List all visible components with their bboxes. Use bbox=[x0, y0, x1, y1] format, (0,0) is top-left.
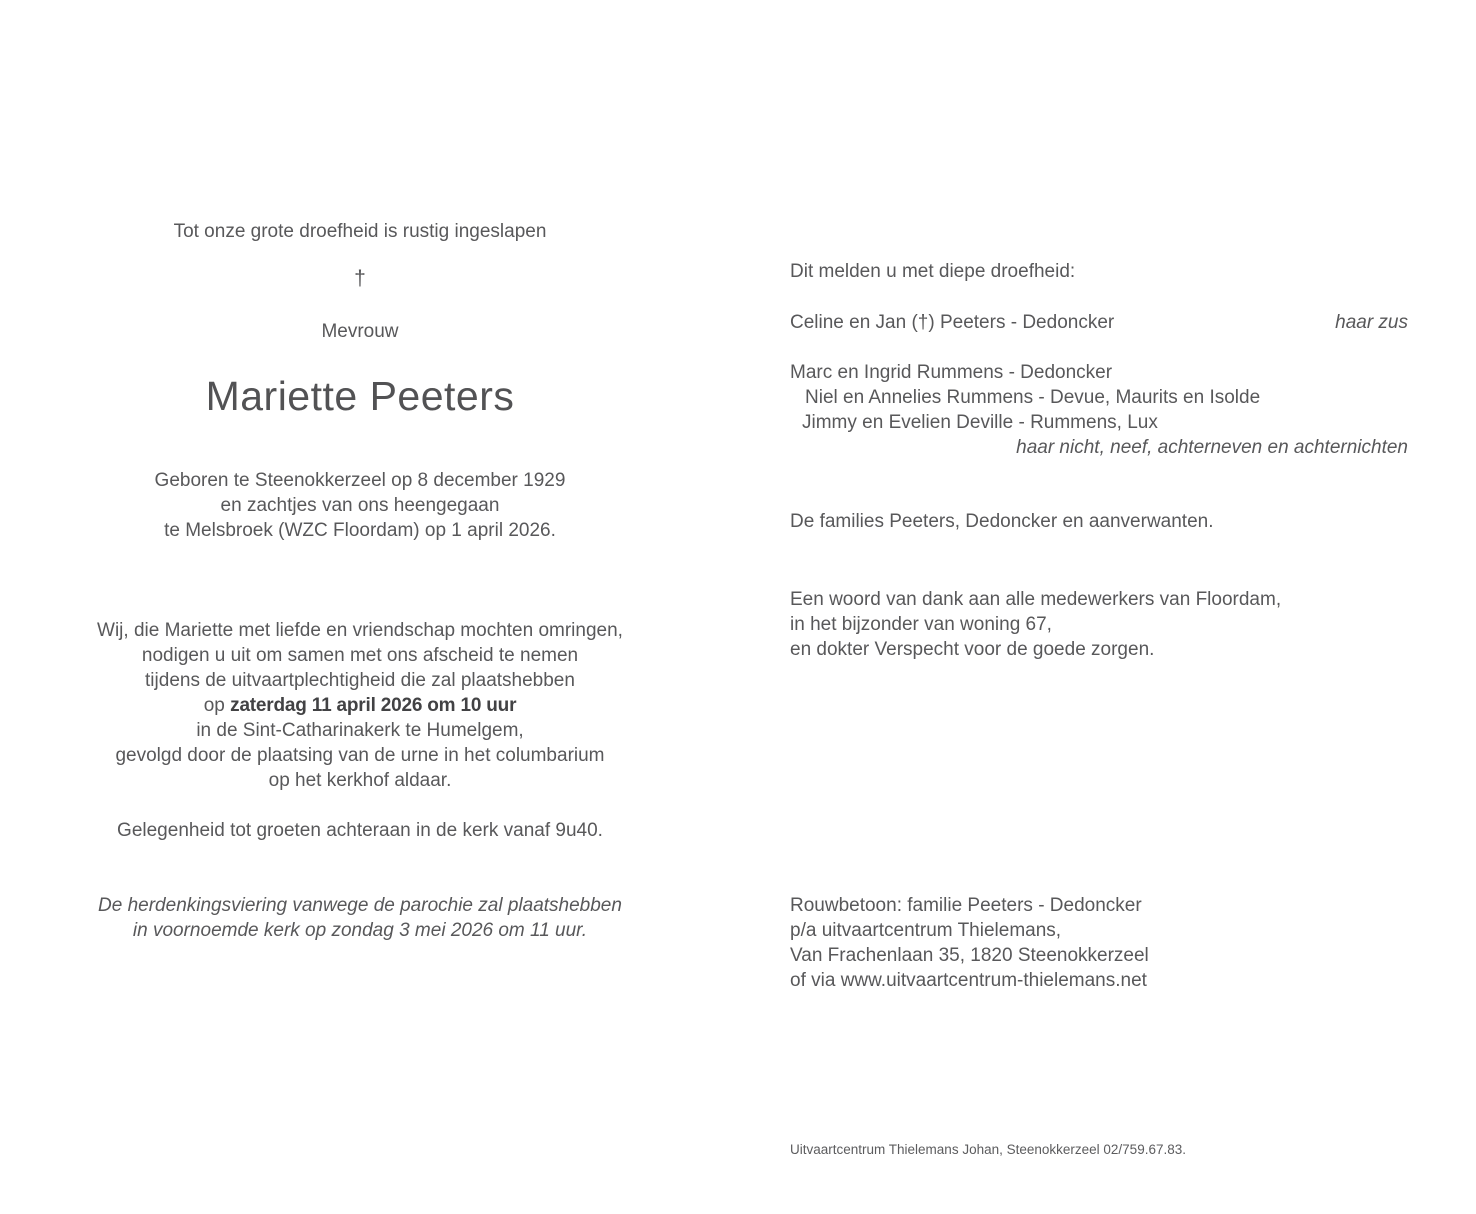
invitation-line: in de Sint-Catharinakerk te Humelgem, bbox=[196, 720, 524, 741]
death-place-line: te Melsbroek (WZC Floordam) op 1 april 2026. bbox=[164, 520, 556, 541]
funeral-home-footer: Uitvaartcentrum Thielemans Johan, Steenokkerzeel 02/759.67.83. bbox=[790, 1142, 1186, 1157]
invitation-line: gevolgd door de plaatsing van de urne in het columbarium bbox=[115, 745, 605, 766]
relatives-group-niece bbox=[790, 360, 1408, 460]
birth-line: Geboren te Steenokkerzeel op 8 december 1929 bbox=[154, 470, 566, 491]
families-line: De families Peeters, Dedoncker en aanverwanten. bbox=[790, 511, 1214, 532]
intro-line: Tot onze grote droefheid is rustig ingeslapen bbox=[173, 221, 547, 242]
invitation-line: op het kerkhof aldaar. bbox=[268, 770, 452, 791]
relative-names: Marc en Ingrid Rummens - Dedoncker bbox=[790, 362, 1113, 383]
date-prefix: op bbox=[203, 695, 231, 716]
cross-symbol: † bbox=[354, 267, 366, 290]
funeral-date-line bbox=[40, 693, 680, 718]
thanks-line: Een woord van dank aan alle medewerkers van Floordam, bbox=[790, 589, 1282, 610]
relative-names: Jimmy en Evelien Deville - Rummens, Lux bbox=[802, 412, 1158, 433]
memorial-service-line: De herdenkingsviering vanwege de parochie zal plaatshebben bbox=[98, 895, 622, 916]
thanks-line: en dokter Verspecht voor de goede zorgen. bbox=[790, 639, 1155, 660]
relatives-group-sister bbox=[790, 310, 1408, 335]
relation-label: haar zus bbox=[1335, 312, 1408, 333]
thanks-note bbox=[790, 587, 1408, 662]
condolences-line: Van Frachenlaan 35, 1820 Steenokkerzeel bbox=[790, 945, 1149, 966]
thanks-line: in het bijzonder van woning 67, bbox=[790, 614, 1052, 635]
condolences-line: Rouwbetoon: familie Peeters - Dedoncker bbox=[790, 895, 1142, 916]
relation-label: haar nicht, neef, achterneven en achternichten bbox=[1016, 437, 1408, 458]
invitation-line: tijdens de uitvaartplechtigheid die zal plaatshebben bbox=[145, 670, 575, 691]
passing-line: en zachtjes van ons heengegaan bbox=[220, 495, 500, 516]
relative-names: Niel en Annelies Rummens - Devue, Maurits en Isolde bbox=[805, 387, 1261, 408]
memorial-service-note bbox=[40, 893, 680, 943]
announcement-line: Dit melden u met diepe droefheid: bbox=[790, 261, 1076, 282]
memorial-service-line: in voornoemde kerk op zondag 3 mei 2026 om 11 uur. bbox=[132, 920, 588, 941]
funeral-date: zaterdag 11 april 2026 om 10 uur bbox=[230, 695, 517, 716]
invitation-line: Wij, die Mariette met liefde en vriendschap mochten omringen, bbox=[97, 620, 623, 641]
honorific: Mevrouw bbox=[321, 321, 399, 342]
condolences-line: p/a uitvaartcentrum Thielemans, bbox=[790, 920, 1062, 941]
deceased-name: Mariette Peeters bbox=[205, 373, 515, 419]
condolences-address bbox=[790, 893, 1408, 993]
life-dates bbox=[40, 468, 680, 543]
condolences-website: of via www.uitvaartcentrum-thielemans.net bbox=[790, 970, 1147, 991]
funeral-invitation bbox=[40, 618, 680, 793]
invitation-line: nodigen u uit om samen met ons afscheid te nemen bbox=[141, 645, 579, 666]
greeting-line: Gelegenheid tot groeten achteraan in de kerk vanaf 9u40. bbox=[117, 820, 603, 841]
relative-names: Celine en Jan (†) Peeters - Dedoncker bbox=[790, 312, 1115, 333]
